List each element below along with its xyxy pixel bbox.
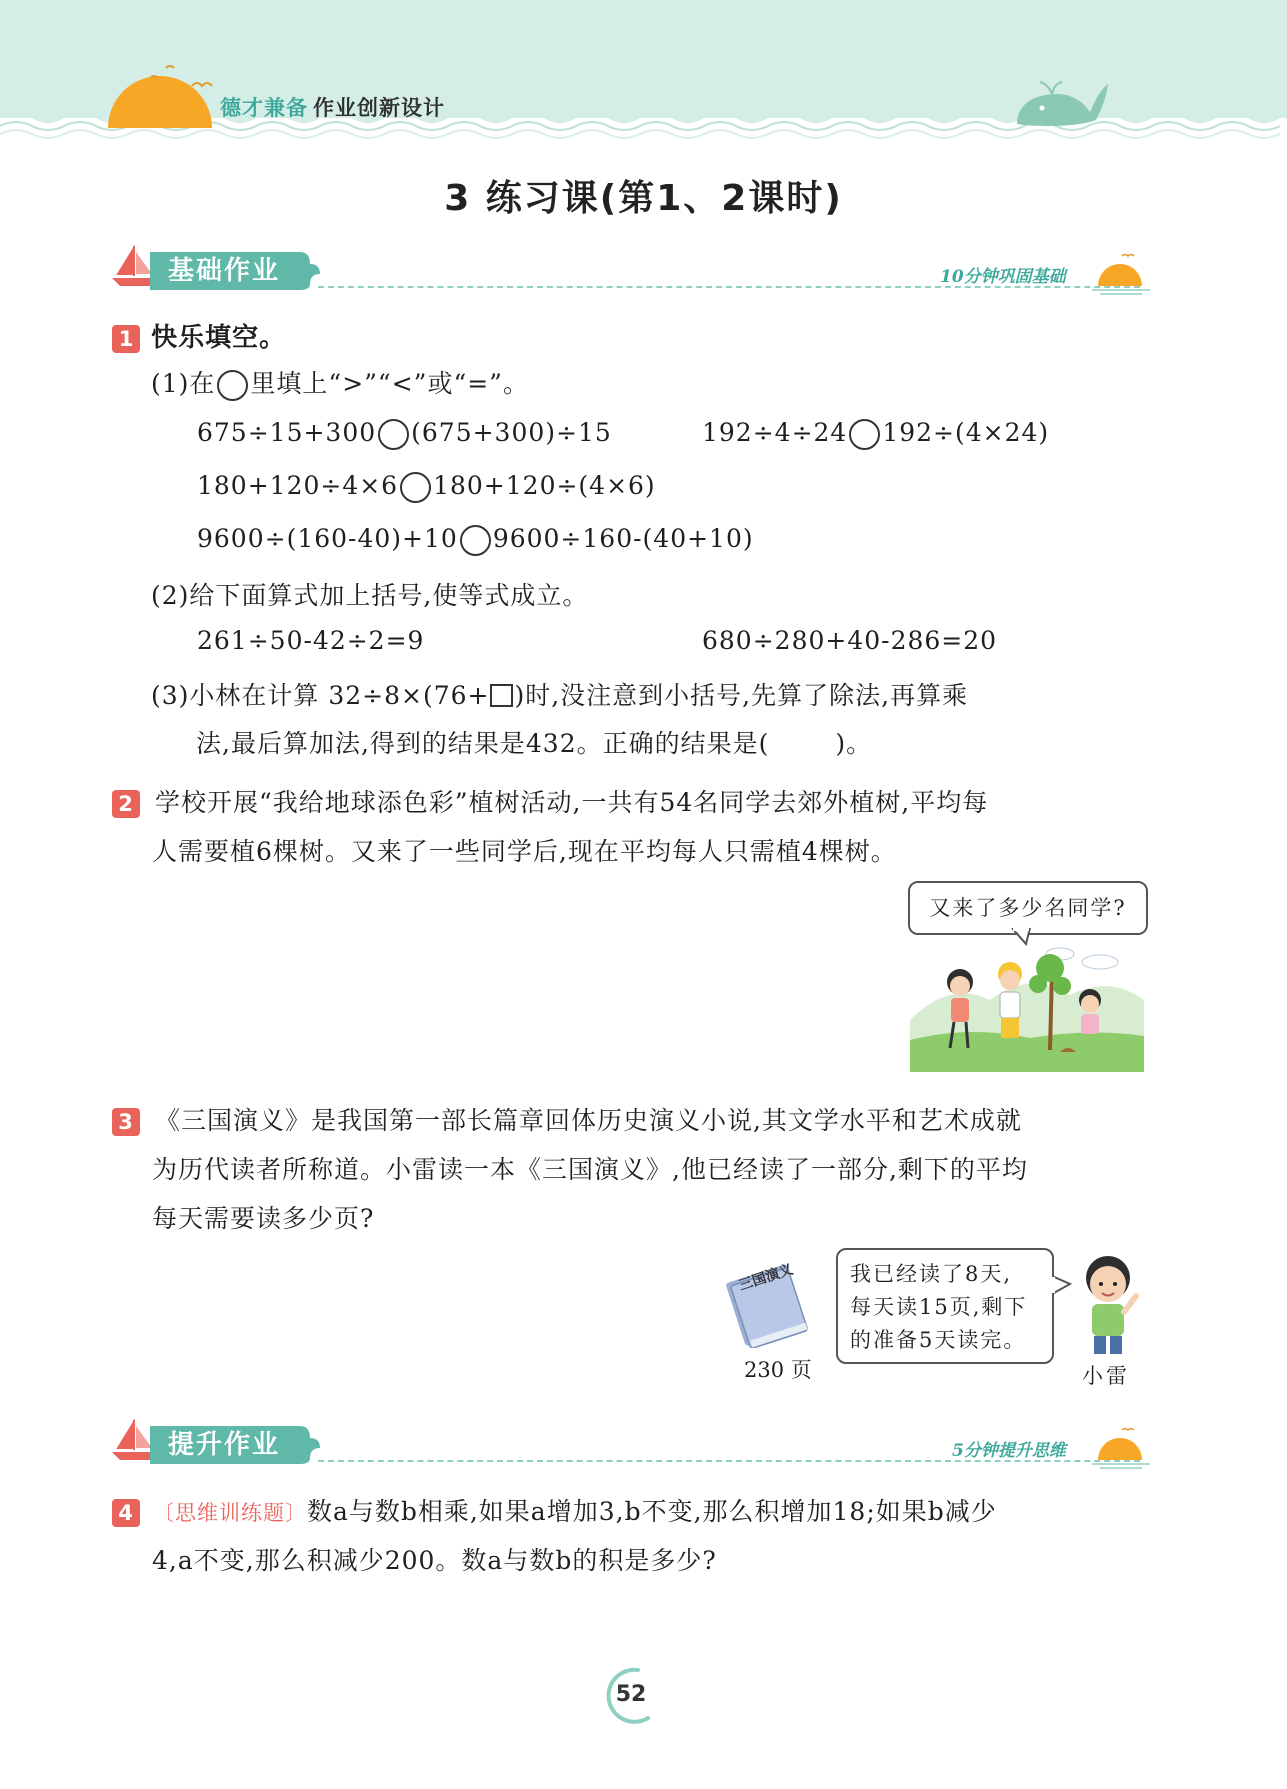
q1-part1-instruction xyxy=(151,364,529,401)
question-3-line2: 为历代读者所称道。小雷读一本《三国演义》,他已经读了一部分,剩下的平均 xyxy=(152,1155,1028,1184)
problem-text: 法,最后算加法,得到的结果是432。正确的结果是( xyxy=(196,729,770,758)
expression-row xyxy=(702,418,1049,450)
equation: 261÷50-42÷2=9 xyxy=(197,626,425,655)
instruction-text: (1)在 xyxy=(151,369,216,398)
expression-right: (675+300)÷15 xyxy=(411,418,612,447)
problem-text: 数a与数b相乘,如果a增加3,b不变,那么积增加18;如果b减少 xyxy=(306,1497,997,1526)
problem-text: (3)小林在计算 32÷8×(76+ xyxy=(151,681,490,710)
expression-right: 9600÷160-(40+10) xyxy=(492,524,754,553)
problem-text: )。 xyxy=(835,729,873,758)
page-title: 3 练习课(第1、2课时) xyxy=(444,178,843,219)
question-number: 2 xyxy=(112,790,140,818)
expression-right: 180+120÷(4×6) xyxy=(433,471,656,500)
expression-row xyxy=(197,471,656,503)
question-2-line2: 人需要植6棵树。又来了一些同学后,现在平均每人只需植4棵树。 xyxy=(152,837,897,866)
expression-row xyxy=(197,524,754,556)
expression-right: 192÷(4×24) xyxy=(882,418,1050,447)
answer-square[interactable] xyxy=(490,684,513,707)
series-subtitle: 作业创新设计 xyxy=(313,96,445,120)
page-number: 52 xyxy=(615,1682,647,1707)
q1-part3-line2 xyxy=(196,724,872,760)
compare-circle[interactable] xyxy=(378,419,409,450)
problem-text: 学校开展“我给地球添色彩”植树活动,一共有54名同学去郊外植树,平均每 xyxy=(154,788,989,817)
question-number: 1 xyxy=(112,325,140,353)
question-3-line1 xyxy=(112,1101,1022,1137)
question-4-line2: 4,a不变,那么积减少200。数a与数b的积是多少? xyxy=(152,1546,717,1575)
compare-circle[interactable] xyxy=(400,472,431,503)
character-name: 小雷 xyxy=(1082,1364,1130,1388)
problem-text: )时,没注意到小括号,先算了除法,再算乘 xyxy=(514,681,969,710)
question-4-line1 xyxy=(112,1492,997,1528)
section-label-advanced: 提升作业 xyxy=(168,1430,281,1460)
section-label-basic: 基础作业 xyxy=(168,256,281,286)
sunset-icon xyxy=(1092,1426,1150,1470)
problem-text: 《三国演义》是我国第一部长篇章回体历史演义小说,其文学水平和艺术成就 xyxy=(154,1106,1022,1135)
whale-icon xyxy=(1012,76,1112,128)
expression-left: 192÷4÷24 xyxy=(702,418,848,447)
speech-bubble xyxy=(836,1248,1054,1364)
compare-circle[interactable] xyxy=(217,370,248,401)
expression-row xyxy=(197,418,612,450)
compare-circle[interactable] xyxy=(460,525,491,556)
bubble-line: 的准备5天读完。 xyxy=(850,1328,1027,1352)
compare-circle[interactable] xyxy=(849,419,880,450)
expression-left: 180+120÷4×6 xyxy=(197,471,399,500)
tree-planting-illustration xyxy=(910,940,1144,1072)
bubble-line: 每天读15页,剩下 xyxy=(850,1295,1028,1319)
question-1-header xyxy=(112,317,286,354)
expression-left: 675÷15+300 xyxy=(197,418,377,447)
question-2-line1 xyxy=(112,783,988,819)
bird-icon xyxy=(190,78,214,92)
boy-character xyxy=(1072,1252,1144,1356)
question-number: 3 xyxy=(112,1108,140,1136)
q1-part2-instruction: (2)给下面算式加上括号,使等式成立。 xyxy=(151,581,589,610)
question-3-line3: 每天需要读多少页? xyxy=(152,1204,375,1233)
bubble-line: 我已经读了8天, xyxy=(850,1262,1013,1286)
q1-part3-line1 xyxy=(151,676,968,712)
series-name: 德才兼备 xyxy=(220,96,308,120)
section-tag-advanced: 5分钟提升思维 xyxy=(952,1441,1066,1461)
equation: 680÷280+40-286=20 xyxy=(702,626,998,655)
question-number: 4 xyxy=(112,1499,140,1527)
question-tag: 〔思维训练题〕 xyxy=(152,1501,307,1525)
expression-left: 9600÷(160-40)+10 xyxy=(197,524,458,553)
question-title: 快乐填空。 xyxy=(151,323,287,353)
book-title: 三国演义 xyxy=(736,1261,796,1295)
speech-bubble: 又来了多少名同学? xyxy=(908,881,1148,935)
section-tag-basic: 10分钟巩固基础 xyxy=(940,267,1066,287)
sunset-icon xyxy=(1092,252,1150,296)
page-count: 230 页 xyxy=(744,1358,812,1382)
instruction-text: 里填上“>”“<”或“=”。 xyxy=(250,369,529,398)
sun-logo-icon xyxy=(100,58,220,128)
bubble-tail xyxy=(1052,1272,1072,1298)
